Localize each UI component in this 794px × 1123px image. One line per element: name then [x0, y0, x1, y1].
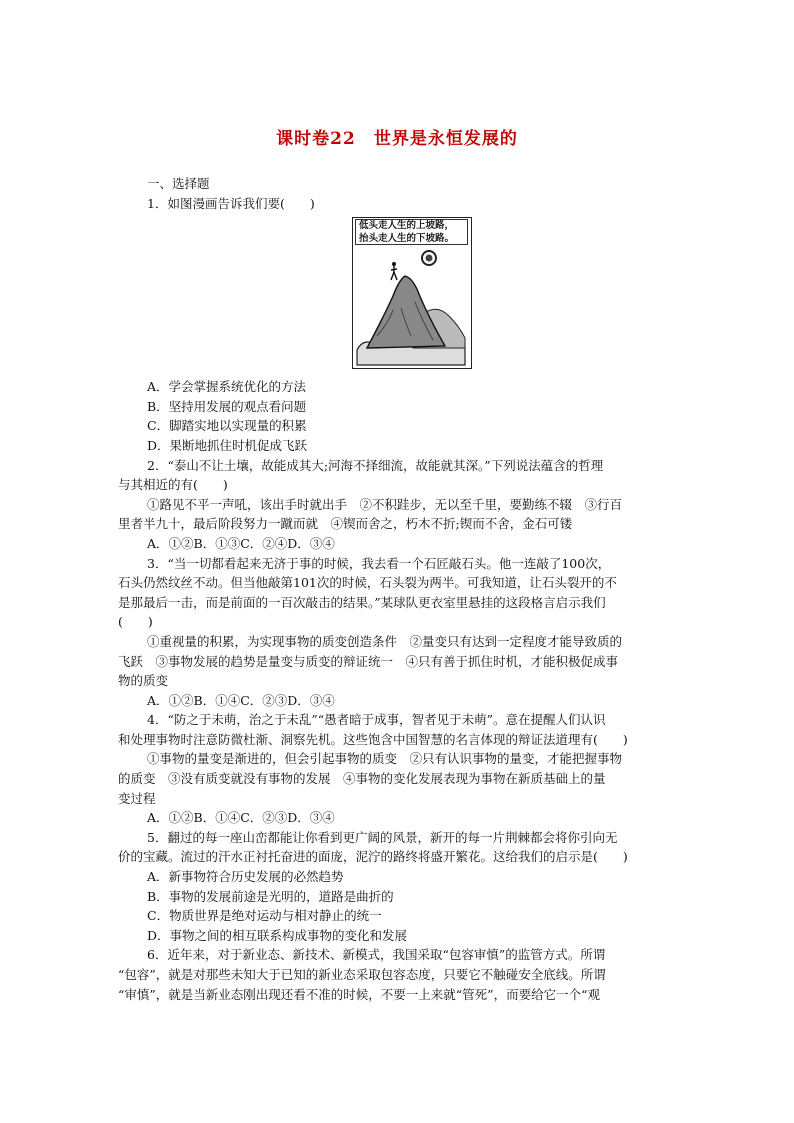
section-heading: 一、选择题 [147, 176, 210, 191]
q1-option-a: A．学会掌握系统优化的方法 [147, 379, 307, 395]
q4-stem-line: 和处理事物时注意防微杜渐、洞察先机。这些饱含中国智慧的名言体现的辩证法道理有( ) [118, 731, 628, 747]
sun-core [426, 255, 433, 262]
q5-option-c: C．物质世界是绝对运动与相对静止的统一 [147, 908, 382, 924]
q5-stem-line: 5．翻过的每一座山峦都能让你看到更广阔的风景，新开的每一片荆棘都会将你引向无 [147, 829, 618, 845]
q1-option-b: B．坚持用发展的观点看问题 [147, 398, 307, 414]
q2-stem-line: 与其相近的有( ) [118, 477, 228, 493]
q6-line: 6．近年来，对于新业态、新技术、新模式，我国采取“包容审慎”的监管方式。所谓 [147, 947, 606, 963]
q3-stem-line: 石头仍然纹丝不动。但当他敲第101次的时候，石头裂为两半。可我知道，让石头裂开的不 [118, 575, 617, 591]
q6-line: “包容”，就是对那些未知大于已知的新业态采取包容态度，只要它不触碰安全底线。所谓 [118, 967, 606, 982]
q6-line: “审慎”，就是当新业态刚出现还看不准的时候，不要一上来就“管死”，而要给它一个“观 [118, 986, 600, 1002]
q3-items-line: ①重视量的积累，为实现事物的质变创造条件 ②量变只有达到一定程度才能导致质的 [147, 633, 623, 649]
cartoon-caption: 低头走人生的上坡路， 抬头走人生的下坡路。 [355, 219, 468, 245]
climber-figure [391, 266, 397, 280]
q4-items-line: 变过程 [118, 790, 156, 806]
q3-choices: A．①②B．①④C．②③D．③④ [147, 692, 335, 708]
q5-stem-line: 价的宝藏。流过的汗水正衬托奋进的面庞，泥泞的路终将盛开繁花。这给我们的启示是( ) [118, 849, 628, 865]
q3-stem-line: ( ) [118, 614, 153, 630]
q5-option-a: A．新事物符合历史发展的必然趋势 [147, 869, 344, 885]
q3-items-line: 飞跃 ③事物发展的趋势是量变与质变的辩证统一 ④只有善于抓住时机，才能积极促成事 [118, 653, 619, 669]
q3-stem-line: 是那最后一击，而是前面的一百次敲击的结果。”某球队更衣室里悬挂的这段格言启示我们 [118, 594, 606, 610]
q4-choices: A．①②B．①④C．②③D．③④ [147, 810, 335, 826]
q2-items-line: 里者半九十，最后阶段努力一蹴而就 ④锲而舍之，朽木不折;锲而不舍，金石可镂 [118, 516, 573, 532]
q1-stem: 1．如图漫画告诉我们要( ) [147, 195, 315, 211]
cartoon-figure [352, 217, 472, 369]
q3-stem-line: 3．“当一切都看起来无济于事的时候，我去看一个石匠敲石头。他一连敲了100次， [147, 555, 611, 571]
q1-option-c: C．脚踏实地以实现量的积累 [147, 418, 307, 434]
q2-stem-line: 2．“泰山不让土壤，故能成其大;河海不择细流，故能就其深。”下列说法蕴含的哲理 [147, 457, 604, 473]
q5-option-b: B．事物的发展前途是光明的，道路是曲折的 [147, 888, 394, 904]
q2-items-line: ①路见不平一声吼，该出手时就出手 ②不积跬步，无以至千里，要勤练不辍 ③行百 [147, 496, 623, 512]
document-body [118, 174, 678, 1004]
q4-stem-line: 4．“防之于未萌，治之于未乱”“愚者暗于成事，智者见于未萌”。意在提醒人们认识 [147, 712, 606, 728]
q1-option-d: D．果断地抓住时机促成飞跃 [147, 437, 308, 453]
page-title: 课时卷22 世界是永恒发展的 [276, 129, 518, 149]
q5-option-d: D．事物之间的相互联系构成事物的变化和发展 [147, 927, 408, 943]
q4-items-line: 的质变 ③没有质变就没有事物的发展 ④事物的变化发展表现为事物在新质基础上的量 [118, 771, 606, 787]
q2-choices: A．①②B．①③C．②④D．③④ [147, 535, 335, 551]
q4-items-line: ①事物的量变是渐进的，但会引起事物的质变 ②只有认识事物的量变，才能把握事物 [147, 751, 623, 767]
q3-items-line: 物的质变 [118, 673, 169, 689]
